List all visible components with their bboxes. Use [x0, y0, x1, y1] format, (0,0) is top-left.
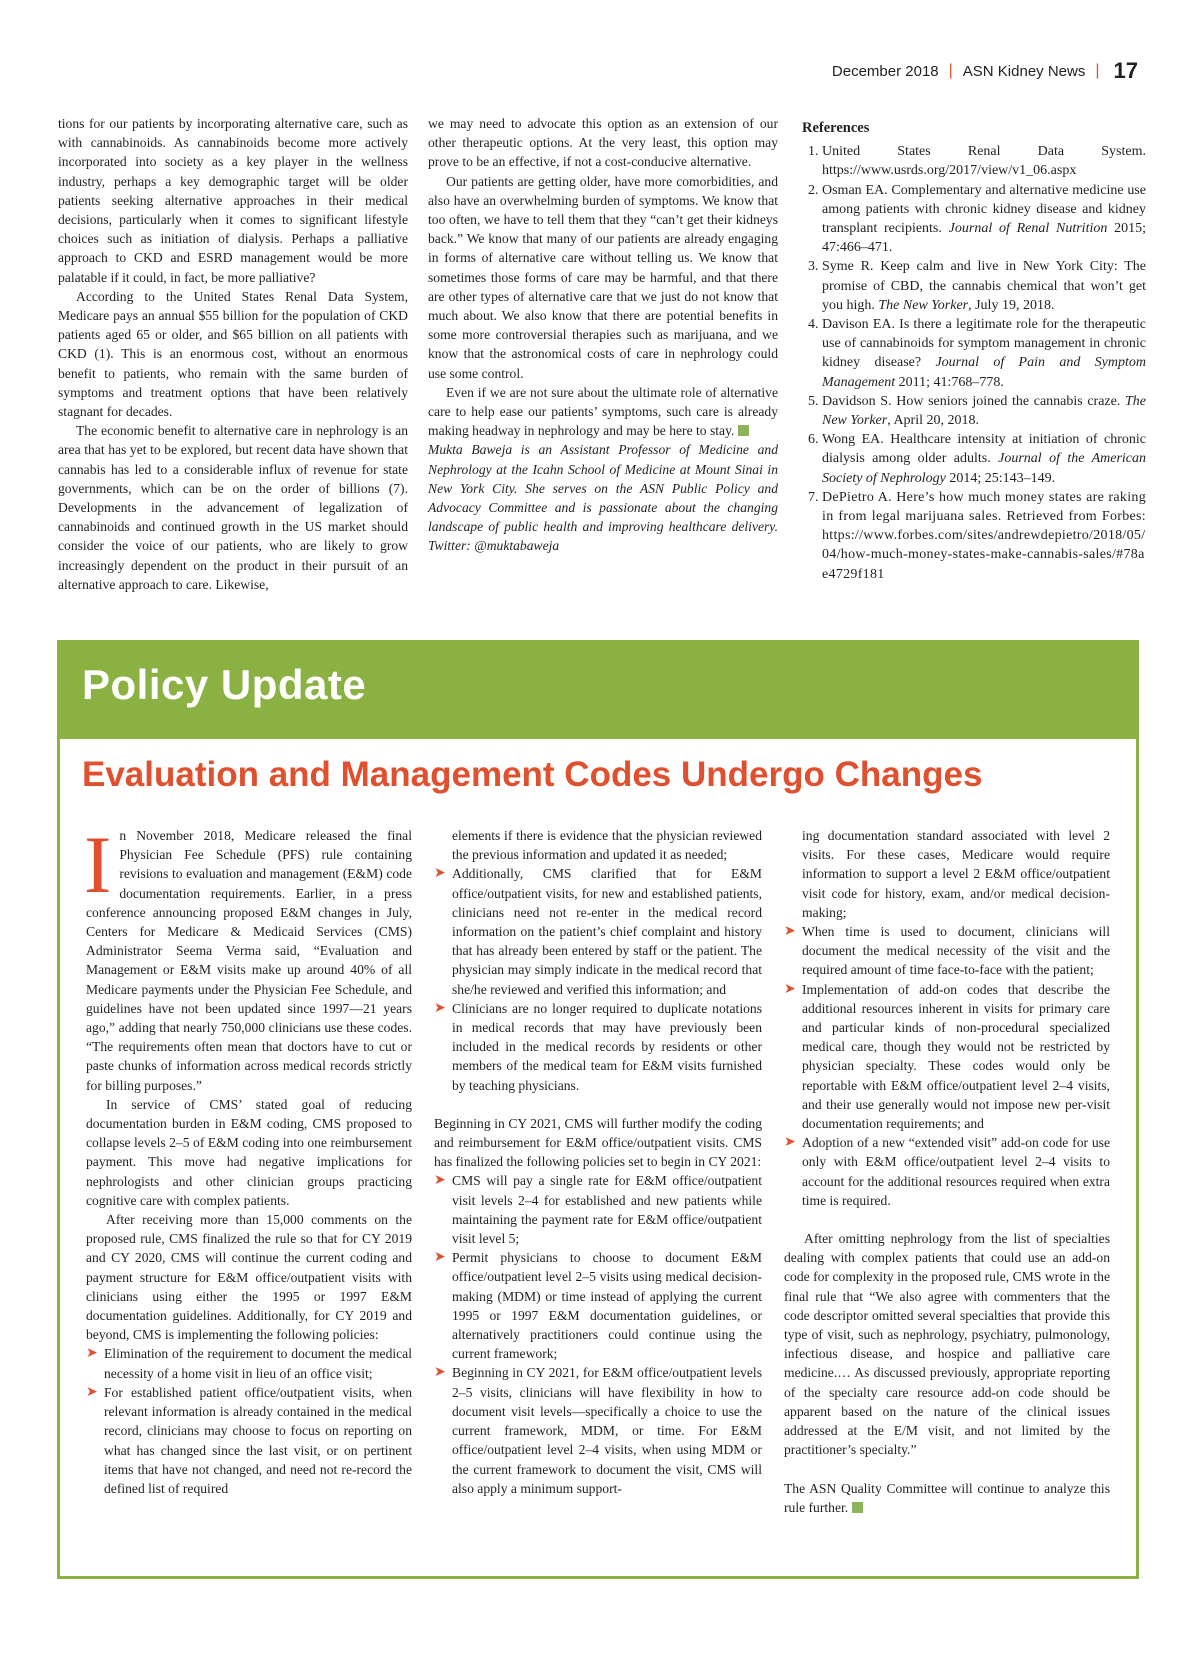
policy-list-2021 [434, 1171, 762, 1497]
article-column-1 [58, 114, 408, 594]
list-item [784, 1133, 1110, 1210]
references-section [802, 119, 1146, 584]
list-item-text: Implementation of add-on codes that describe the additional resources inherent in visits for primary care and particular kinds of non-procedural specialized medical care, though they would not be restricted by physician specialty. These codes would only be reportable with E&M office/outpatient level 2–4 visits, and their use generally would not impose new per-visit documentation requirements; and [802, 981, 1110, 1132]
paragraph: After receiving more than 15,000 comments on the proposed rule, CMS finalized the rule so that for CY 2019 and CY 2020, CMS will continue the current coding and payment structure for E&M office/outpatient visits with clinicians using either the 1995 or 1997 E&M documentation guidelines. Additionally, for CY 2019 and beyond, CMS is implementing the following policies: [86, 1212, 412, 1343]
reference-text: United States Renal Data System. https://www.usrds.org/2017/view/v1_06.aspx [822, 144, 1146, 179]
references-title: References [802, 120, 870, 136]
paragraph-text: Even if we are not sure about the ultimate role of alternative care to help ease our patients’ symptoms, such care is already making headway in nephrology and may be here to stay. [428, 384, 778, 439]
paragraph [84, 819, 412, 1095]
list-item-text: When time is used to document, clinicians will document the medical necessity of the visit and the required amount of time face-to-face with the patient; [802, 924, 1110, 978]
header-separator: | [948, 62, 953, 79]
paragraph: The economic benefit to alternative care in nephrology is an area that has yet to be explored, but recent data have shown that cannabis has led to a considerable influx of revenue for state governments, which can be on the order of billions (7). Developments in the advancement of legalization of cannabinoids and continued growth in the US market should consider the voice of our patients, who are likely to grow increasingly dependent on the product in their pursuit of an alternative approach to care. Likewise, [58, 423, 408, 592]
reference-journal: Journal of Pain and Symptom Management [822, 355, 1146, 390]
references-list [802, 142, 1146, 584]
reference-journal: Journal of Renal Nutrition [948, 221, 1108, 237]
list-item-text: Adoption of a new “extended visit” add-on code for use only with E&M office/outpatient level 2–4 visits to account for the additional resources required when extra time is required. [802, 1135, 1110, 1208]
end-mark-icon [852, 1502, 863, 1513]
article-column-2 [428, 114, 778, 556]
paragraph [428, 383, 778, 441]
reference-tail: 2015; 47:466–471. [822, 221, 1147, 256]
reference-text: Syme R. Keep calm and live in New York City: The promise of CBD, the cannabis chemical that won’t get you high. [822, 259, 1146, 313]
reference-item [822, 392, 1146, 430]
list-item [434, 1171, 762, 1248]
policy-list [86, 1344, 412, 1498]
list-item [434, 1248, 762, 1363]
reference-item [822, 257, 1146, 315]
arrow-bullet-icon: ➤ [434, 1364, 446, 1381]
publication-name: ASN Kidney News [962, 62, 1086, 80]
list-item-text: elements if there is evidence that the physician reviewed the previous information and updated it as needed; [452, 828, 762, 863]
list-item [434, 999, 762, 1095]
paragraph [784, 1479, 1110, 1517]
policy-list [784, 826, 1110, 1210]
reference-tail: , April 20, 2018. [887, 413, 979, 429]
policy-banner [60, 643, 1136, 739]
reference-text: Davison EA. Is there a legitimate role for the therapeutic use of cannabinoids for symptom management in chronic kidney disease? [822, 317, 1146, 371]
arrow-bullet-icon: ➤ [86, 1383, 98, 1400]
end-mark-icon [738, 425, 749, 436]
arrow-bullet-icon: ➤ [86, 1345, 98, 1362]
drop-cap: I [84, 819, 112, 910]
reference-item [822, 430, 1146, 488]
header-separator: | [1095, 62, 1100, 79]
arrow-bullet-icon: ➤ [784, 980, 796, 997]
banner-title: Policy Update [82, 661, 367, 708]
policy-list [434, 826, 762, 1095]
paragraph: tions for our patients by incorporating alternative care, such as with cannabinoids. As cannabinoids become more actively incorporated into society as a key player in the wellness industry, perhaps a key demographic target will be older patients seeking alternative approaches in their medical decisions, particularly when it comes to significant lifestyle choices such as initiation of dialysis. Perhaps a palliative approach to CKD and ESRD management would be more palatable if it could, in fact, be more palliative? [58, 116, 408, 285]
reference-journal: The New Yorker [822, 393, 1146, 429]
list-item-text: ing documentation standard associated with level 2 visits. For these cases, Medicare would require information to support a level 2 E&M office/outpatient visit code for history, exam, and/or medical decision-making; [802, 828, 1110, 920]
arrow-bullet-icon: ➤ [784, 1134, 796, 1151]
list-item [434, 1363, 762, 1497]
arrow-bullet-icon: ➤ [434, 1249, 446, 1266]
reference-text: Osman EA. Complementary and alternative medicine use among patients with chronic kidney disease and kidney transplant recipients. [822, 182, 1146, 237]
paragraph: Our patients are getting older, have more comorbidities, and also have an overwhelming burden of symptoms. We know that too often, we have to tell them that they “can’t get their kidneys back.” We know that many of our patients are already engaging in forms of alternative care without telling us. We know that sometimes those forms of care may be harmful, and that there are other types of alternative care that we just do not know that much about. We also know that there are potential benefits in some more controversial therapies such as marijuana, and we know that the astronomical costs of care in nephrology could use some control. [428, 173, 778, 381]
list-item-continued [784, 826, 1110, 922]
reference-text: DePietro A. Here’s how much money states are raking in from legal marijuana sales. Retrieved from Forbes: https://www.forbes.com/sites/andrewdepietro/2018/05/04/how-much-money-states-make-cannabis-sales/#78ae4729f181 [822, 489, 1146, 582]
reference-text: Davidson S. How seniors joined the cannabis craze. [822, 393, 1121, 409]
reference-tail: , July 19, 2018. [968, 297, 1055, 313]
paragraph-text: The ASN Quality Committee will continue to analyze this rule further. [784, 1480, 1110, 1515]
reference-text: Wong EA. Healthcare intensity at initiation of chronic dialysis among older adults. [822, 432, 1146, 467]
arrow-bullet-icon: ➤ [434, 1172, 446, 1189]
list-item-text: Permit physicians to choose to document E&M office/outpatient level 2–5 visits using medical decision-making (MDM) or time instead of applying the current 1995 or 1997 E&M documentation guidelines, or alternatively practitioners could continue using the current framework; [452, 1250, 762, 1362]
paragraph: we may need to advocate this option as an extension of our other therapeutic options. At the very least, this option may prove to be an effective, if not a cost-conducive alternative. [428, 116, 778, 170]
reference-journal: Journal of the American Society of Nephrology [822, 451, 1147, 486]
policy-column-2 [434, 826, 762, 1498]
list-item-text: For established patient office/outpatient visits, when relevant information is already contained in the medical record, clinicians may choose to focus on reporting on what has changed since the last visit, or on pertinent items that have not changed, and need not re-record the defined list of required [104, 1384, 412, 1496]
issue-date: December 2018 [831, 62, 939, 80]
list-item-text: Elimination of the requirement to document the medical necessity of a home visit in lieu of an office visit; [104, 1346, 412, 1381]
list-item-continued [434, 826, 762, 864]
paragraph-text: n November 2018, Medicare released the final Physician Fee Schedule (PFS) rule containing revisions to evaluation and management (E&M) code documentation requirements. Earlier, in a press conference announcing proposed E&M changes in July, Centers for Medicare & Medicaid Services (CMS) Administrator Seema Verma said, “Evaluation and Management or E&M visits make up around 40% of all Medicare payments under the Physician Fee Schedule, and guidelines have not been updated since 1997—21 years ago,” adding that nearly 750,000 clinicians use these codes. “The requirements often mean that doctors have to cut or paste chunks of information across medical records strictly for billing purposes.” [86, 828, 412, 1093]
list-item-text: CMS will pay a single rate for E&M office/outpatient visit levels 2–4 for established and new patients while maintaining the payment rate for E&M office/outpatient visit level 5; [452, 1173, 762, 1247]
list-item [86, 1383, 412, 1498]
list-item-text: Clinicians are no longer required to duplicate notations in medical records that may have previously been included in the medical records by residents or other members of the medical team for E&M visits furnished by teaching physicians. [452, 1000, 762, 1093]
list-item [86, 1344, 412, 1382]
page-number: 17 [1113, 58, 1138, 83]
arrow-bullet-icon: ➤ [784, 923, 796, 940]
paragraph: According to the United States Renal Data System, Medicare pays an annual $55 billion for the population of CKD patients aged 65 or older, and $65 billion on all patients with CKD (1). This is an enormous cost, without an enormous benefit to patients, who remain with the same burden of symptoms and treatment options that have been relatively stagnant for decades. [58, 288, 408, 420]
paragraph: After omitting nephrology from the list of specialties dealing with complex patients that could use an add-on code for complexity in the proposed rule, CMS wrote in the final rule that “We also agree with commenters that the code descriptor omitted several specialties that provide this type of visit, such as nephrology, psychiatry, pulmonology, infectious disease, and hospice and palliative care medicine.… As discussed previously, appropriate reporting of the specialty care resource add-on code should be apparent based on the nature of the clinical issues addressed at the E/M visit, and not limited by the practitioner’s specialty.” [784, 1231, 1110, 1458]
list-item-text: Beginning in CY 2021, for E&M office/outpatient levels 2–5 visits, clinicians will have flexibility in how to document visit levels—specifically a choice to use the current framework, MDM, or time. For E&M office/outpatient level 2–4 visits, when using MDM or the current framework to document the visit, CMS will also apply a minimum support- [452, 1365, 762, 1496]
list-item [784, 922, 1110, 980]
reference-journal: The New Yorker [878, 297, 969, 313]
article-headline: Evaluation and Management Codes Undergo Changes [82, 755, 983, 794]
page-header [832, 58, 1138, 84]
policy-column-3 [784, 826, 1110, 1517]
policy-column-1 [84, 819, 412, 1498]
reference-item [822, 142, 1146, 180]
reference-item [822, 488, 1146, 584]
arrow-bullet-icon: ➤ [434, 865, 446, 882]
reference-tail: 2011; 41:768–778. [898, 374, 1004, 390]
reference-item [822, 315, 1146, 392]
arrow-bullet-icon: ➤ [434, 999, 446, 1016]
author-bio: Mukta Baweja is an Assistant Professor of Medicine and Nephrology at the Icahn School of Medicine at Mount Sinai in New York City. She serves on the ASN Public Policy and Advocacy Committee and is passionate about the changing landscape of public health and improving healthcare delivery. Twitter: @muktabaweja [428, 442, 778, 554]
paragraph: In service of CMS’ stated goal of reducing documentation burden in E&M coding, CMS proposed to collapse levels 2–5 of E&M coding into one reimbursement payment. This move had negative implications for nephrologists and other clinician groups practicing cognitive care with complex patients. [86, 1096, 412, 1208]
paragraph: Beginning in CY 2021, CMS will further modify the coding and reimbursement for E&M office/outpatient visits. CMS has finalized the following policies set to begin in CY 2021: [434, 1115, 762, 1170]
list-item [784, 980, 1110, 1134]
reference-tail: 2014; 25:143–149. [949, 470, 1056, 486]
list-item [434, 864, 762, 998]
list-item-text: Additionally, CMS clarified that for E&M office/outpatient visits, for new and established patients, clinicians need not re-enter in the medical record information on the patient’s chief complaint and history that has already been entered by staff or the patient. The physician may simply indicate in the medical record that she/he reviewed and verified this information; and [452, 866, 762, 997]
reference-item [822, 181, 1146, 258]
